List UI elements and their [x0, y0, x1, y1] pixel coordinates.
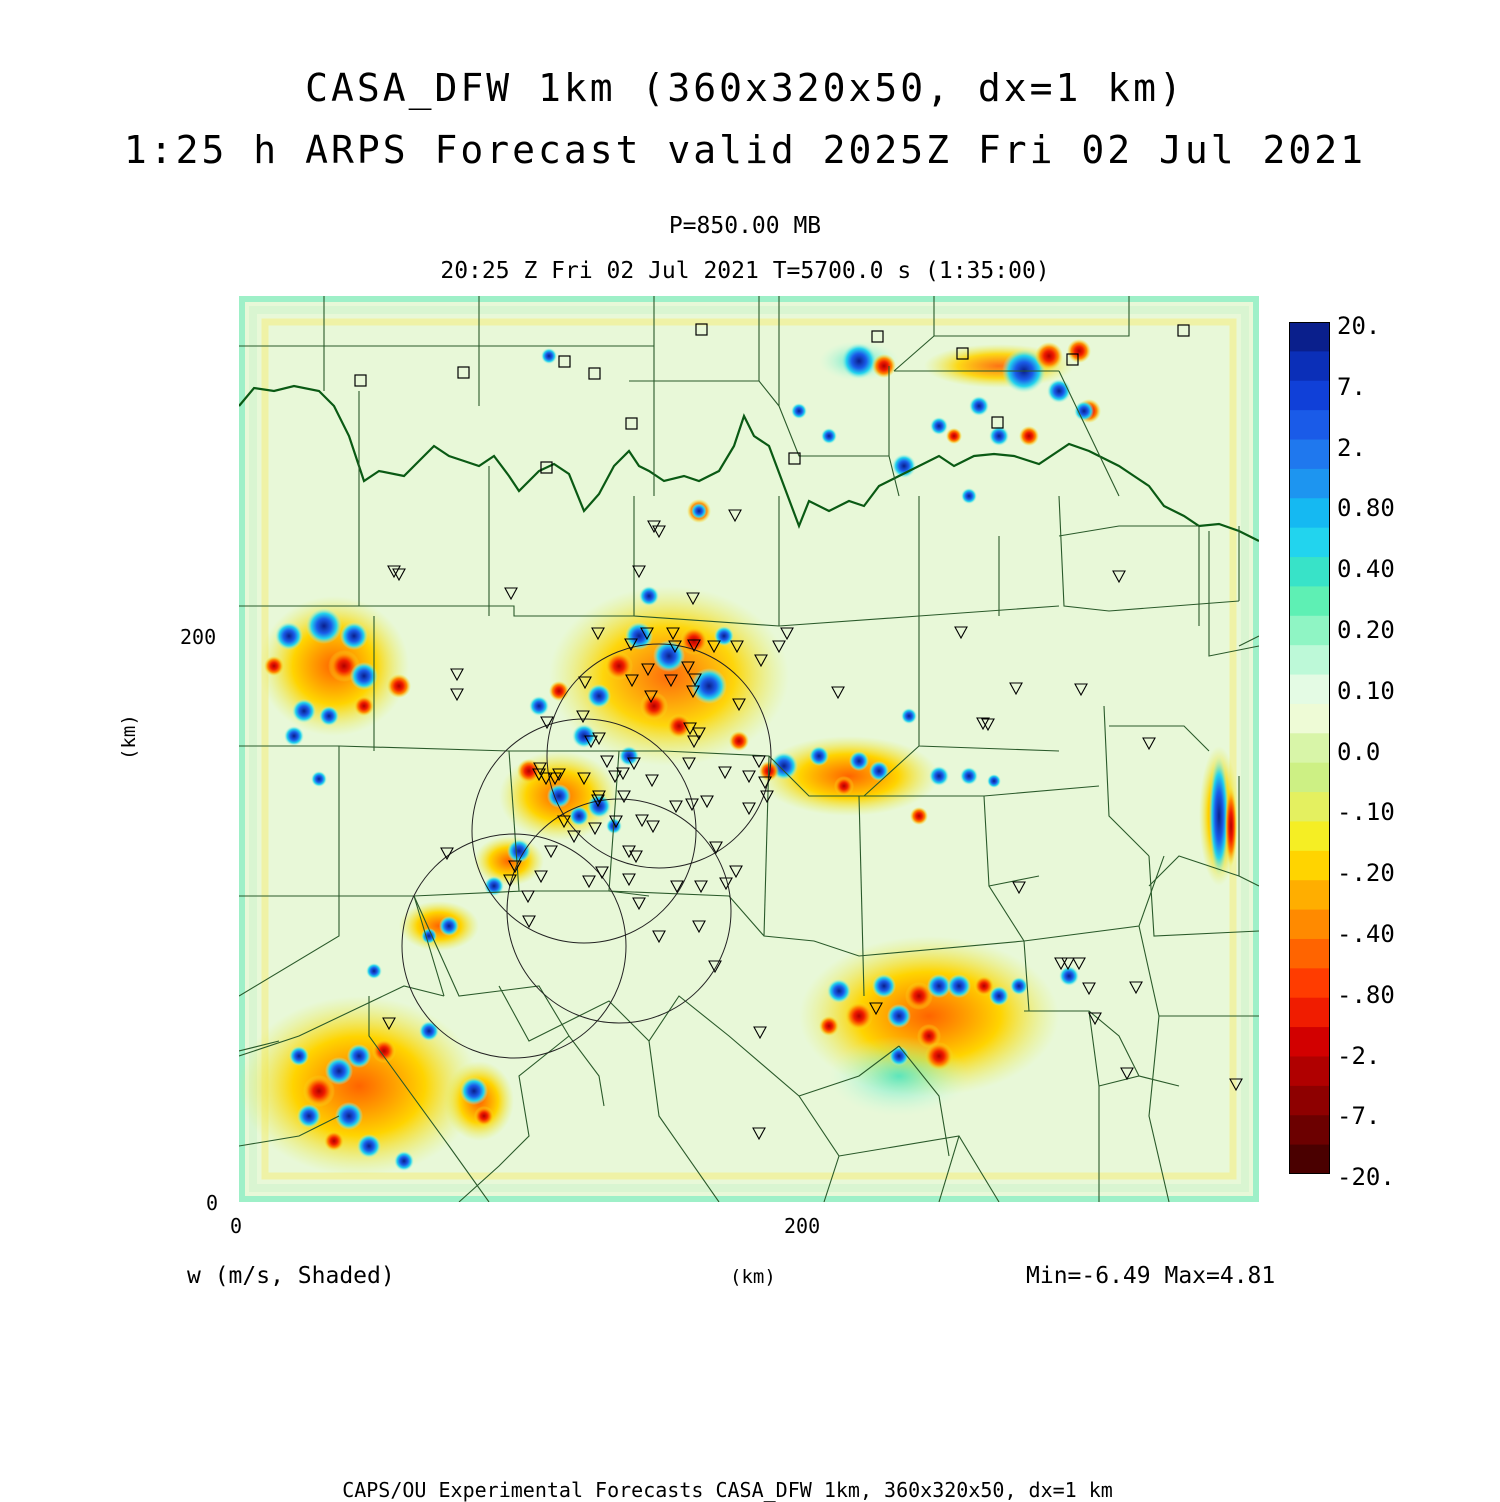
- footer-credit: CAPS/OU Experimental Forecasts CASA_DFW 1km, 360x320x50, dx=1 km: [342, 1478, 1113, 1502]
- colorbar-swatch: [1289, 968, 1330, 998]
- colorbar-swatch: [1289, 645, 1330, 675]
- field-min-max: Min=-6.49 Max=4.81: [1026, 1263, 1276, 1289]
- plot-title-line-2: 1:25 h ARPS Forecast valid 2025Z Fri 02 Jul 2021: [123, 128, 1367, 172]
- colorbar-label: 7.: [1337, 372, 1366, 401]
- colorbar-swatch: [1289, 910, 1330, 940]
- y-axis-label: (km): [118, 714, 140, 760]
- colorbar-swatch: [1289, 880, 1330, 910]
- colorbar-swatch: [1289, 586, 1330, 616]
- y-tick-200: 200: [180, 625, 217, 649]
- colorbar-swatch: [1289, 498, 1330, 528]
- colorbar-swatch: [1289, 351, 1330, 381]
- colorbar-swatch: [1289, 675, 1330, 705]
- colorbar-label: 0.10: [1337, 676, 1395, 705]
- colorbar-swatch: [1289, 704, 1330, 734]
- colorbar-swatch: [1289, 1056, 1330, 1086]
- colorbar-swatch: [1289, 998, 1330, 1028]
- colorbar-label: 0.80: [1337, 494, 1395, 523]
- colorbar-swatch: [1289, 381, 1330, 411]
- valid-time-label: 20:25 Z Fri 02 Jul 2021 T=5700.0 s (1:35:00): [440, 258, 1050, 284]
- colorbar-label: -.80: [1337, 980, 1395, 1009]
- colorbar-label: -7.: [1337, 1102, 1381, 1131]
- colorbar-swatch: [1289, 528, 1330, 558]
- colorbar-label: 20.: [1337, 312, 1381, 340]
- colorbar-label: -.10: [1337, 798, 1395, 827]
- colorbar-label: 0.20: [1337, 616, 1395, 644]
- colorbar-swatch: [1289, 410, 1330, 440]
- colorbar-swatch: [1289, 1145, 1330, 1174]
- plot-title-line-1: CASA_DFW 1km (360x320x50, dx=1 km): [305, 66, 1185, 110]
- y-tick-0: 0: [206, 1191, 219, 1215]
- x-tick-0: 0: [230, 1214, 243, 1238]
- colorbar-label: 0.0: [1337, 737, 1381, 766]
- colorbar-swatch: [1289, 616, 1330, 646]
- colorbar-swatch: [1289, 1027, 1330, 1057]
- colorbar-label: 2.: [1337, 433, 1366, 462]
- colorbar-swatch: [1289, 792, 1330, 822]
- colorbar-label: -2.: [1337, 1041, 1381, 1070]
- x-tick-200: 200: [784, 1214, 821, 1238]
- colorbar-swatch: [1289, 821, 1330, 851]
- colorbar-label: -20.: [1337, 1163, 1395, 1192]
- colorbar-swatch: [1289, 557, 1330, 587]
- field-variable-label: w (m/s, Shaded): [187, 1263, 395, 1289]
- colorbar-swatch: [1289, 733, 1330, 763]
- colorbar-swatch: [1289, 939, 1330, 969]
- colorbar-label: -.40: [1337, 920, 1395, 948]
- vertical-velocity-map: [239, 296, 1259, 1202]
- colorbar: [1289, 322, 1330, 1174]
- colorbar-swatch: [1289, 1115, 1330, 1145]
- x-axis-label: (km): [730, 1266, 776, 1288]
- colorbar-swatch: [1289, 440, 1330, 470]
- colorbar-swatch: [1289, 851, 1330, 881]
- colorbar-label: 0.40: [1337, 555, 1395, 584]
- colorbar-label: -.20: [1337, 859, 1395, 888]
- colorbar-swatch: [1289, 469, 1330, 499]
- pressure-level-label: P=850.00 MB: [668, 213, 822, 239]
- colorbar-swatch: [1289, 1086, 1330, 1116]
- colorbar-swatch: [1289, 763, 1330, 793]
- colorbar-swatch: [1289, 322, 1330, 352]
